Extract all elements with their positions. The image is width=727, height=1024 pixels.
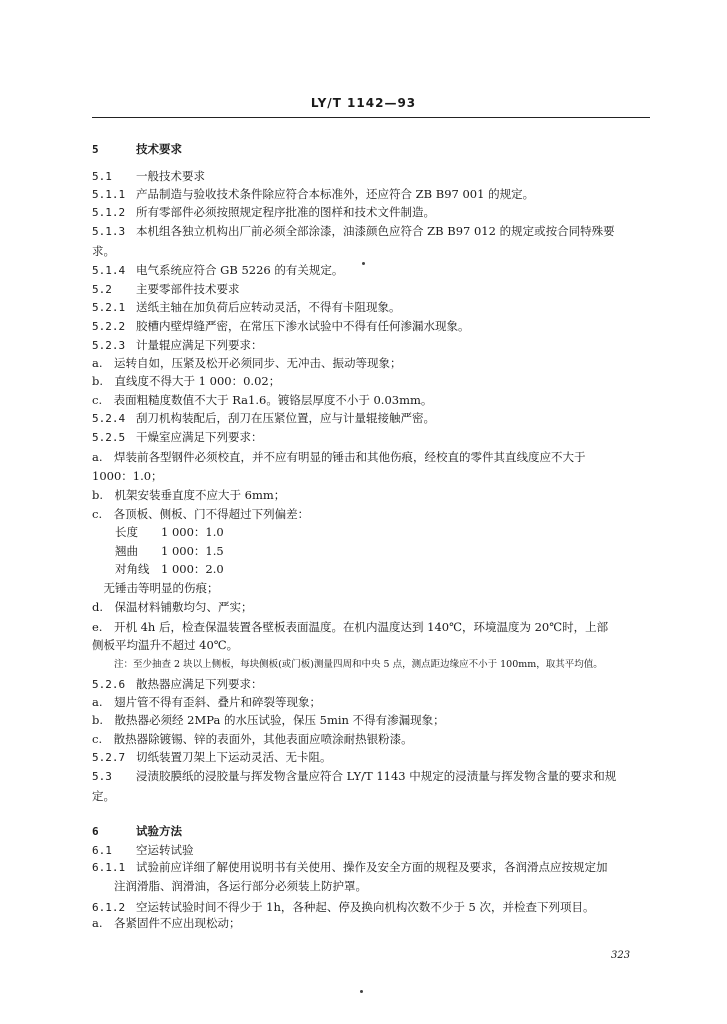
text-line [114,878,367,894]
clause-number: 6.1.2 [92,901,126,914]
clause-text: a. 翅片管不得有歪斜、叠片和碎裂等现象； [92,695,322,709]
clause-text: 胶槽内壁焊缝严密，在常压下渗水试验中不得有任何渗漏水现象。 [136,319,470,333]
clause-5 [92,141,182,158]
clause-text: 浸渍胶膜纸的浸胶量与挥发物含量应符合 LY/T 1143 中规定的浸渍量与挥发物含量的要求和规 [136,769,617,783]
text-line [92,487,285,503]
clause-number: 5.1.4 [92,264,126,277]
clause-text: c. 表面粗糙度数值不大于 Ra1.6。镀铬层厚度不小于 0.03mm。 [92,393,433,407]
clause-text: 主要零部件技术要求 [136,282,240,296]
clause-number: 5.1 [92,170,112,183]
clause-number: 5.2.1 [92,301,126,314]
clause-text: 空运转试验 [136,843,194,857]
scan-speck [360,990,363,993]
clause-text: 长度 1 000：1.0 [92,525,224,539]
clause-5-2 [92,281,240,298]
scan-speck [362,262,365,265]
page-number: 323 [611,950,631,961]
clause-6 [92,823,182,840]
clause-text: 送纸主轴在加负荷后应转动灵活，不得有卡阻现象。 [136,300,401,314]
clause-number: 5.2.7 [92,751,126,764]
clause-number: 6 [92,825,99,838]
text-line [92,619,608,635]
clause-6-1 [92,842,194,859]
clause-text: 计量辊应满足下列要求： [136,338,263,352]
text-line [92,506,309,522]
clause-text: a. 焊装前各型钢件必须校直，并不应有明显的锤击和其他伤痕，经校直的零件其直线度应不大于 [92,450,586,464]
clause-text: 产品制造与验收技术条件除应符合本标准外，还应符合 ZB B97 001 的规定。 [136,187,535,201]
text-line [92,731,413,747]
clause-text: 空运转试验时间不得少于 1h，各种起、停及换向机构次数不少于 5 次，并检查下列项目。 [136,900,595,914]
clause-text: b. 直线度不得大于 1 000：0.02； [92,374,281,388]
clause-number: 5.3 [92,770,112,783]
clause-5-1-3 [92,223,615,240]
clause-6-1-2 [92,899,595,916]
clause-5-2-2 [92,318,470,335]
clause-text: 注：至少抽查 2 块以上侧板，每块侧板(或门板)测量四周和中央 5 点，测点距边缘应不小于 100mm，取其平均值。 [114,659,603,670]
clause-text: a. 运转自如，压紧及松开必须同步、无冲击、振动等现象； [92,356,402,370]
clause-5-2-3 [92,337,263,354]
clause-text: 对角线 1 000：2.0 [92,562,224,576]
clause-text: 无锤击等明显的伤痕； [92,581,219,595]
clause-number: 5.2 [92,283,112,296]
clause-number: 5.2.2 [92,320,126,333]
clause-text: b. 散热器必须经 2MPa 的水压试验，保压 5min 不得有渗漏现象； [92,713,445,727]
clause-text: 切纸装置刀架上下运动灵活、无卡阻。 [136,750,332,764]
document-header: LY/T 1142—93 [310,96,417,110]
clause-number: 5.1.2 [92,206,126,219]
header-rule [92,117,650,118]
text-line [92,599,253,615]
clause-text: 求。 [92,244,115,258]
text-line [92,373,280,389]
clause-number: 5.1.1 [92,188,126,201]
text-line [92,524,224,540]
clause-text: c. 散热器除镀锡、锌的表面外，其他表面应喷涂耐热银粉漆。 [92,732,413,746]
clause-text: 定。 [92,789,115,803]
clause-number: 5.2.6 [92,678,126,691]
clause-5-1-1 [92,186,534,203]
text-line [92,580,219,596]
text-line [114,657,603,673]
clause-5-3 [92,768,616,785]
clause-5-2-6 [92,676,263,693]
clause-text: d. 保温材料铺敷均匀、严实； [92,600,253,614]
text-line [92,637,238,653]
clause-text: 本机组各独立机构出厂前必须全部涂漆，油漆颜色应符合 ZB B97 012 的规定或按合同特殊要 [136,224,615,238]
clause-text: a. 各紧固件不应出现松动； [92,916,241,930]
text-line [92,712,445,728]
clause-text: c. 各顶板、侧板、门不得超过下列偏差： [92,507,310,521]
text-line [92,392,432,408]
text-line [92,449,586,465]
clause-text: 注润滑脂、润滑油，各运行部分必须装上防护罩。 [114,879,367,893]
clause-text: 刮刀机构装配后，刮刀在压紧位置，应与计量辊接触严密。 [136,411,435,425]
clause-text: e. 开机 4h 后，检查保温装置各壁板表面温度。在机内温度达到 140℃，环境温度为 20℃时，上部 [92,620,609,634]
text-line [92,561,224,577]
clause-text: 试验方法 [136,824,182,838]
clause-text: 电气系统应符合 GB 5226 的有关规定。 [136,263,344,277]
clause-text: 翘曲 1 000：1.5 [92,544,224,558]
text-line [92,788,115,804]
clause-5-2-4 [92,410,435,427]
clause-text: 干燥室应满足下列要求： [136,430,263,444]
text-line [92,543,224,559]
clause-number: 5.2.4 [92,412,126,425]
clause-5-2-7 [92,749,332,766]
clause-text: b. 机架安装垂直度不应大于 6mm； [92,488,286,502]
text-line [92,355,402,371]
clause-5-1-4 [92,262,343,279]
clause-text: 技术要求 [136,142,182,156]
clause-text: 散热器应满足下列要求： [136,677,263,691]
text-line [92,915,241,931]
clause-number: 5.2.5 [92,431,126,444]
clause-text: 侧板平均温升不超过 40℃。 [92,638,239,652]
clause-number: 5.2.3 [92,339,126,352]
clause-text: 1000：1.0； [92,469,163,483]
clause-text: 试验前应详细了解使用说明书有关使用、操作及安全方面的规程及要求，各润滑点应按规定加 [136,860,608,874]
clause-text: 一般技术要求 [136,169,205,183]
text-line [92,694,321,710]
text-line [92,468,163,484]
clause-number: 5.1.3 [92,225,126,238]
clause-5-2-1 [92,299,401,316]
clause-text: 所有零部件必须按照规定程序批准的图样和技术文件制造。 [136,205,435,219]
clause-6-1-1 [92,859,608,876]
clause-number: 6.1 [92,844,112,857]
text-line [92,243,115,259]
clause-5-2-5 [92,429,263,446]
clause-number: 5 [92,143,99,156]
clause-number: 6.1.1 [92,861,126,874]
clause-5-1 [92,168,205,185]
clause-5-1-2 [92,204,435,221]
